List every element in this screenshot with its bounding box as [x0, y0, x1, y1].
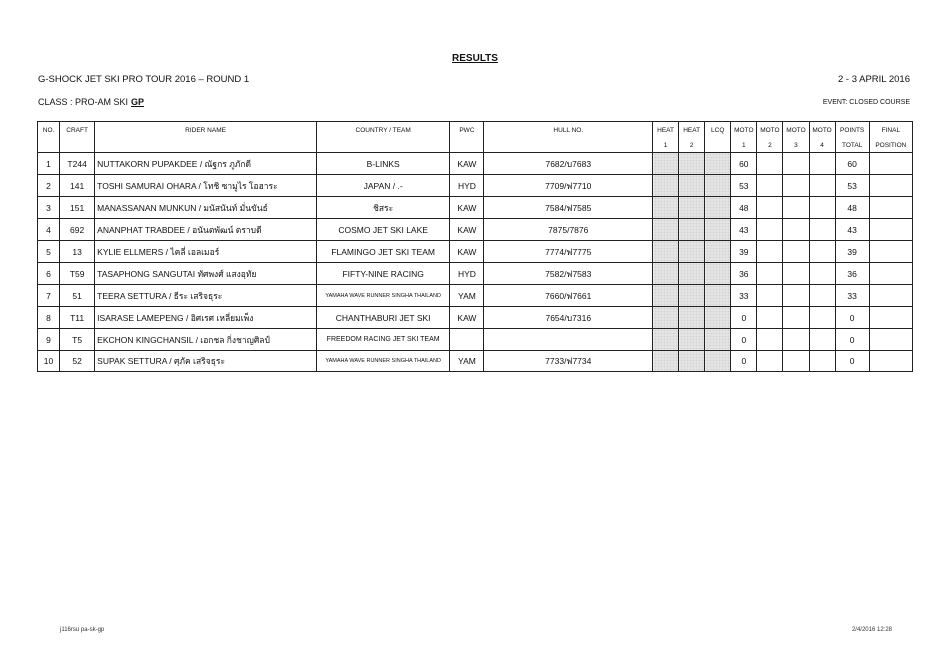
cell-rider: MANASSANAN MUNKUN / มนัสนันท์ มั่นขันธ์ — [95, 197, 317, 219]
cell-hull: 7584/ฟ7585 — [484, 197, 653, 219]
cell-rider: TOSHI SAMURAI OHARA / โทชิ ซามูไร โอฮาระ — [95, 175, 317, 197]
table-row — [38, 285, 913, 307]
cell-total: 39 — [835, 241, 869, 263]
cell-lcq — [705, 197, 731, 219]
header-final-sub: POSITION — [869, 138, 912, 153]
cell-team: CHANTHABURI JET SKI — [316, 307, 449, 329]
cell-no: 8 — [38, 307, 60, 329]
cell-moto3 — [783, 197, 809, 219]
table-row — [38, 241, 913, 263]
cell-moto2 — [757, 263, 783, 285]
cell-heat1 — [653, 307, 679, 329]
table-row — [38, 219, 913, 241]
cell-moto3 — [783, 175, 809, 197]
cell-total: 0 — [835, 307, 869, 329]
cell-moto2 — [757, 351, 783, 372]
cell-craft: 141 — [60, 175, 95, 197]
cell-moto4 — [809, 153, 835, 175]
cell-pwc: KAW — [450, 307, 484, 329]
table-row — [38, 307, 913, 329]
cell-craft: T5 — [60, 329, 95, 351]
cell-total: 60 — [835, 153, 869, 175]
cell-moto4 — [809, 351, 835, 372]
cell-heat1 — [653, 197, 679, 219]
header-heat1: HEAT — [653, 122, 679, 139]
cell-pwc: YAM — [450, 285, 484, 307]
cell-total: 36 — [835, 263, 869, 285]
header-moto3: MOTO — [783, 122, 809, 139]
cell-total: 0 — [835, 351, 869, 372]
cell-pwc: HYD — [450, 263, 484, 285]
cell-final — [869, 153, 912, 175]
cell-moto3 — [783, 219, 809, 241]
cell-hull: 7582/ฟ7583 — [484, 263, 653, 285]
cell-final — [869, 307, 912, 329]
cell-hull — [484, 329, 653, 351]
cell-craft: 52 — [60, 351, 95, 372]
header-craft: CRAFT — [60, 122, 95, 139]
cell-moto2 — [757, 285, 783, 307]
cell-pwc: KAW — [450, 219, 484, 241]
cell-moto1: 0 — [731, 307, 757, 329]
footer-timestamp: 2/4/2016 12:28 — [851, 627, 892, 633]
cell-rider: TEERA SETTURA / ธีระ เสริจธุระ — [95, 285, 317, 307]
header-subrow — [38, 138, 913, 153]
cell-no: 2 — [38, 175, 60, 197]
header-moto3-sub: 3 — [783, 138, 809, 153]
table-row — [38, 197, 913, 219]
cell-hull: 7774/ฟ7775 — [484, 241, 653, 263]
header-team: COUNTRY / TEAM — [316, 122, 449, 139]
cell-heat1 — [653, 329, 679, 351]
event-name: G-SHOCK JET SKI PRO TOUR 2016 – ROUND 1 — [38, 74, 250, 85]
cell-craft: 692 — [60, 219, 95, 241]
cell-rider: SUPAK SETTURA / ศุภัค เสริจธุระ — [95, 351, 317, 372]
cell-no: 7 — [38, 285, 60, 307]
header-heat1-sub: 1 — [653, 138, 679, 153]
header-moto4-sub: 4 — [809, 138, 835, 153]
cell-heat1 — [653, 241, 679, 263]
footer-filename: j116rsu pa-sk-gp — [60, 627, 105, 633]
cell-hull: 7654/บ7316 — [484, 307, 653, 329]
cell-moto2 — [757, 307, 783, 329]
table-row — [38, 153, 913, 175]
cell-heat2 — [679, 263, 705, 285]
cell-final — [869, 263, 912, 285]
cell-no: 9 — [38, 329, 60, 351]
header-points-sub: TOTAL — [835, 138, 869, 153]
cell-team: JAPAN / .- — [316, 175, 449, 197]
cell-team: YAMAHA WAVE RUNNER SINGHA THAILAND — [316, 351, 449, 372]
cell-team: COSMO JET SKI LAKE — [316, 219, 449, 241]
cell-lcq — [705, 153, 731, 175]
header-rider: RIDER NAME — [95, 122, 317, 139]
cell-craft: T59 — [60, 263, 95, 285]
header-moto4: MOTO — [809, 122, 835, 139]
event-date: 2 - 3 APRIL 2016 — [837, 74, 910, 85]
cell-hull: 7660/ฟ7661 — [484, 285, 653, 307]
cell-heat2 — [679, 241, 705, 263]
cell-lcq — [705, 285, 731, 307]
cell-final — [869, 285, 912, 307]
cell-heat1 — [653, 175, 679, 197]
cell-moto2 — [757, 329, 783, 351]
cell-hull: 7733/ฟ7734 — [484, 351, 653, 372]
cell-pwc: YAM — [450, 351, 484, 372]
cell-moto1: 43 — [731, 219, 757, 241]
header-heat2: HEAT — [679, 122, 705, 139]
cell-craft: T244 — [60, 153, 95, 175]
cell-moto4 — [809, 263, 835, 285]
cell-rider: EKCHON KINGCHANSIL / เอกชล กิ่งชาญศิลป์ — [95, 329, 317, 351]
cell-heat2 — [679, 153, 705, 175]
cell-no: 5 — [38, 241, 60, 263]
cell-moto3 — [783, 329, 809, 351]
cell-hull: 7709/ฟ7710 — [484, 175, 653, 197]
table-row — [38, 263, 913, 285]
cell-rider: NUTTAKORN PUPAKDEE / ณัฐกร ภูภักดี — [95, 153, 317, 175]
cell-heat2 — [679, 175, 705, 197]
cell-heat1 — [653, 153, 679, 175]
cell-final — [869, 175, 912, 197]
header-moto2: MOTO — [757, 122, 783, 139]
cell-moto1: 0 — [731, 351, 757, 372]
cell-moto2 — [757, 175, 783, 197]
header-final: FINAL — [869, 122, 912, 139]
cell-team: B-LINKS — [316, 153, 449, 175]
cell-heat1 — [653, 219, 679, 241]
cell-no: 3 — [38, 197, 60, 219]
cell-moto1: 39 — [731, 241, 757, 263]
header-moto2-sub: 2 — [757, 138, 783, 153]
cell-moto3 — [783, 351, 809, 372]
header-no: NO. — [38, 122, 60, 139]
header-heat2-sub: 2 — [679, 138, 705, 153]
cell-moto2 — [757, 241, 783, 263]
cell-moto3 — [783, 241, 809, 263]
cell-moto1: 53 — [731, 175, 757, 197]
cell-lcq — [705, 241, 731, 263]
cell-moto4 — [809, 175, 835, 197]
cell-total: 0 — [835, 329, 869, 351]
cell-craft: 13 — [60, 241, 95, 263]
header-hull: HULL NO. — [484, 122, 653, 139]
cell-lcq — [705, 307, 731, 329]
cell-moto1: 0 — [731, 329, 757, 351]
cell-team: FIFTY-NINE RACING — [316, 263, 449, 285]
header-moto1: MOTO — [731, 122, 757, 139]
results-table — [37, 121, 913, 372]
cell-moto4 — [809, 241, 835, 263]
cell-total: 33 — [835, 285, 869, 307]
cell-moto3 — [783, 263, 809, 285]
cell-total: 53 — [835, 175, 869, 197]
cell-pwc: KAW — [450, 153, 484, 175]
cell-heat1 — [653, 263, 679, 285]
cell-heat1 — [653, 285, 679, 307]
cell-moto1: 48 — [731, 197, 757, 219]
cell-heat2 — [679, 351, 705, 372]
cell-final — [869, 197, 912, 219]
event-type: EVENT: CLOSED COURSE — [822, 99, 910, 106]
cell-no: 4 — [38, 219, 60, 241]
cell-moto3 — [783, 153, 809, 175]
class-line — [38, 97, 144, 107]
cell-no: 10 — [38, 351, 60, 372]
header-points: POINTS — [835, 122, 869, 139]
cell-craft: T11 — [60, 307, 95, 329]
cell-lcq — [705, 263, 731, 285]
cell-pwc — [450, 329, 484, 351]
cell-total: 43 — [835, 219, 869, 241]
cell-craft: 151 — [60, 197, 95, 219]
cell-pwc: HYD — [450, 175, 484, 197]
cell-moto2 — [757, 219, 783, 241]
cell-pwc: KAW — [450, 197, 484, 219]
cell-moto4 — [809, 197, 835, 219]
cell-rider: TASAPHONG SANGUTAI ทัศพงศ์ แสงอุทัย — [95, 263, 317, 285]
cell-moto3 — [783, 307, 809, 329]
cell-lcq — [705, 219, 731, 241]
cell-hull: 7875/7876 — [484, 219, 653, 241]
cell-heat2 — [679, 307, 705, 329]
cell-total: 48 — [835, 197, 869, 219]
cell-heat1 — [653, 351, 679, 372]
cell-heat2 — [679, 329, 705, 351]
cell-moto4 — [809, 329, 835, 351]
cell-rider: ISARASE LAMEPENG / อิศเรศ เหลี่ยมเพ็ง — [95, 307, 317, 329]
cell-moto1: 36 — [731, 263, 757, 285]
cell-team: FREEDOM RACING JET SKI TEAM — [316, 329, 449, 351]
cell-no: 1 — [38, 153, 60, 175]
table-row — [38, 351, 913, 372]
cell-final — [869, 241, 912, 263]
class-label: CLASS : PRO-AM SKI — [38, 97, 129, 107]
cell-moto2 — [757, 153, 783, 175]
cell-hull: 7682/บ7683 — [484, 153, 653, 175]
cell-moto1: 60 — [731, 153, 757, 175]
cell-moto4 — [809, 307, 835, 329]
header-row — [38, 122, 913, 139]
header-pwc: PWC — [450, 122, 484, 139]
cell-pwc: KAW — [450, 241, 484, 263]
cell-moto4 — [809, 219, 835, 241]
cell-rider: KYLIE ELLMERS / ไคลี่ เอลเมอร์ — [95, 241, 317, 263]
cell-lcq — [705, 175, 731, 197]
cell-heat2 — [679, 219, 705, 241]
page-title: RESULTS — [452, 53, 498, 64]
cell-final — [869, 329, 912, 351]
cell-team: ชิสระ — [316, 197, 449, 219]
cell-final — [869, 219, 912, 241]
cell-lcq — [705, 329, 731, 351]
header-moto1-sub: 1 — [731, 138, 757, 153]
cell-heat2 — [679, 197, 705, 219]
cell-team: FLAMINGO JET SKI TEAM — [316, 241, 449, 263]
cell-no: 6 — [38, 263, 60, 285]
cell-moto3 — [783, 285, 809, 307]
cell-team: YAMAHA WAVE RUNNER SINGHA THAILAND — [316, 285, 449, 307]
table-row — [38, 329, 913, 351]
header-lcq: LCQ — [705, 122, 731, 139]
cell-moto1: 33 — [731, 285, 757, 307]
cell-final — [869, 351, 912, 372]
cell-lcq — [705, 351, 731, 372]
cell-moto4 — [809, 285, 835, 307]
cell-craft: 51 — [60, 285, 95, 307]
cell-heat2 — [679, 285, 705, 307]
table-row — [38, 175, 913, 197]
cell-moto2 — [757, 197, 783, 219]
cell-rider: ANANPHAT TRABDEE / อนันตพัฒน์ ตราบดี — [95, 219, 317, 241]
class-code: GP — [131, 97, 145, 107]
